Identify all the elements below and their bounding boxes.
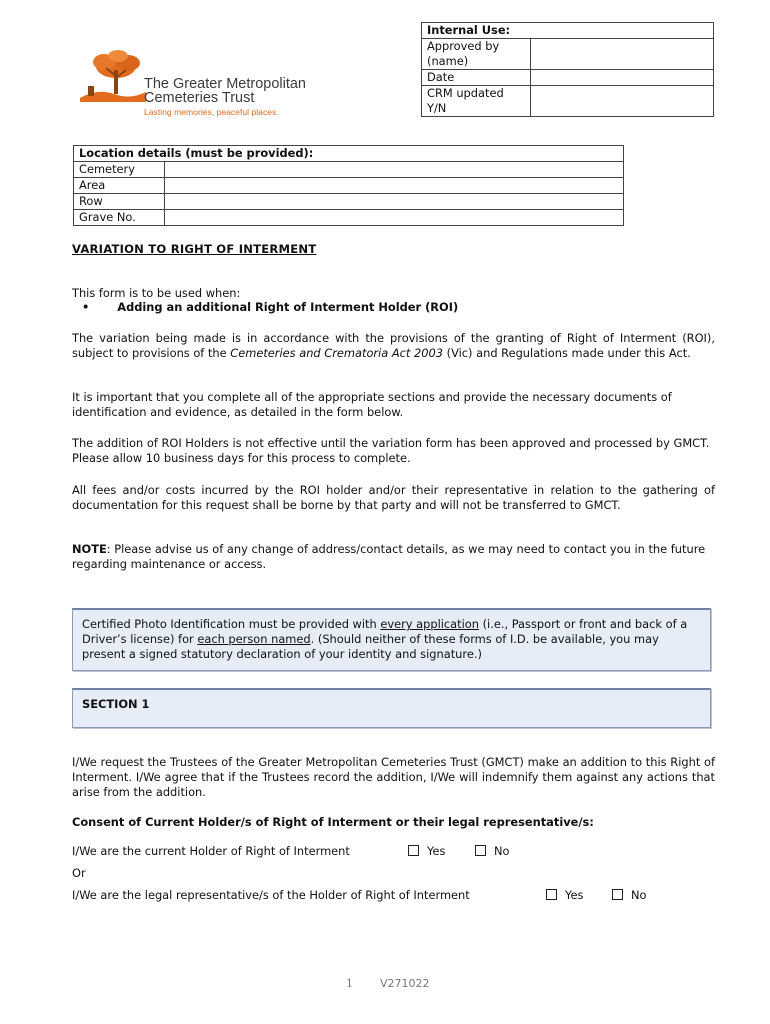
logo-name-line1: The Greater Metropolitan	[144, 76, 306, 92]
approved-by-field[interactable]	[531, 39, 714, 70]
internal-use-table	[421, 22, 714, 117]
form-title: VARIATION TO RIGHT OF INTERMENT	[72, 242, 317, 256]
gmct-logo	[78, 44, 318, 120]
location-label-area: Area	[74, 178, 165, 194]
section-1-box	[72, 688, 711, 728]
cemetery-field[interactable]	[165, 162, 624, 178]
bullet-item: • Adding an additional Right of Interment Holder (ROI)	[82, 300, 459, 314]
legal-rep-no-option[interactable]: No	[612, 888, 647, 902]
location-details-table	[73, 145, 624, 226]
location-label-cemetery: Cemetery	[74, 162, 165, 178]
fees-paragraph: All fees and/or costs incurred by the ROI holder and/or their representative in relation to the gathering of documentation for this request shall be borne by that party and will not be transferred to GMCT.	[72, 483, 715, 512]
important-paragraph: It is important that you complete all of the appropriate sections and provide the necessary documents of identification and evidence, as detailed in the form below.	[72, 390, 672, 419]
or-text: Or	[72, 866, 86, 880]
current-holder-no-option[interactable]: No	[475, 844, 510, 858]
note-paragraph: NOTE: Please advise us of any change of address/contact details, as we may need to contact you in the future regarding maintenance or access.	[72, 542, 706, 571]
grave-no-field[interactable]	[165, 210, 624, 226]
id-requirement-text: Certified Photo Identification must be provided with every application (i.e., Passport or front and back of a Driver’s license) for each person named. (Should neither of these forms of I.D. be available, you may present a signed statutory declaration of your identity and signature.)	[82, 617, 688, 661]
row-field[interactable]	[165, 194, 624, 210]
location-details-title: Location details (must be provided):	[74, 146, 624, 162]
logo-name-line2: Cemeteries Trust	[144, 90, 255, 106]
crm-updated-field[interactable]	[531, 86, 714, 117]
legal-rep-no-checkbox[interactable]	[612, 889, 623, 900]
internal-use-label-crm: CRM updated Y/N	[422, 86, 531, 117]
version-code: V271022	[380, 977, 430, 990]
request-paragraph: I/We request the Trustees of the Greater Metropolitan Cemeteries Trust (GMCT) make an addition to this Right of Interment. I/We agree that if the Trustees record the addition, I/We will indemnify them against any actions that arise from the addition.	[72, 755, 715, 799]
id-requirement-box	[72, 608, 711, 671]
area-field[interactable]	[165, 178, 624, 194]
logo-tagline: Lasting memories, peaceful places.	[144, 107, 279, 117]
accordance-paragraph: The variation being made is in accordance with the provisions of the granting of Right of Interment (ROI), subject to provisions of the Cemeteries and Crematoria Act 2003 (Vic) and Regulations made under this Act.	[72, 331, 715, 360]
consent-heading: Consent of Current Holder/s of Right of Interment or their legal representative/s:	[72, 815, 594, 829]
bullet-icon: •	[82, 300, 90, 314]
current-holder-no-checkbox[interactable]	[475, 845, 486, 856]
section-1-title: SECTION 1	[82, 697, 150, 711]
internal-use-label-date: Date	[422, 70, 531, 86]
used-when-text: This form is to be used when:	[72, 286, 241, 300]
date-field[interactable]	[531, 70, 714, 86]
legal-rep-yes-checkbox[interactable]	[546, 889, 557, 900]
legal-rep-question: I/We are the legal representative/s of the Holder of Right of Interment	[72, 888, 470, 902]
current-holder-yes-option[interactable]: Yes	[408, 844, 445, 858]
legal-rep-yes-option[interactable]: Yes	[546, 888, 583, 902]
internal-use-label-approved: Approved by (name)	[422, 39, 531, 70]
location-label-grave: Grave No.	[74, 210, 165, 226]
location-label-row: Row	[74, 194, 165, 210]
tree-logo-icon	[78, 46, 148, 106]
page-number: 1	[346, 977, 353, 990]
effective-paragraph: The addition of ROI Holders is not effective until the variation form has been approved and processed by GMCT. Please allow 10 business days for this process to complete.	[72, 436, 710, 465]
current-holder-yes-checkbox[interactable]	[408, 845, 419, 856]
current-holder-question: I/We are the current Holder of Right of Interment	[72, 844, 350, 858]
internal-use-title: Internal Use:	[422, 23, 714, 39]
